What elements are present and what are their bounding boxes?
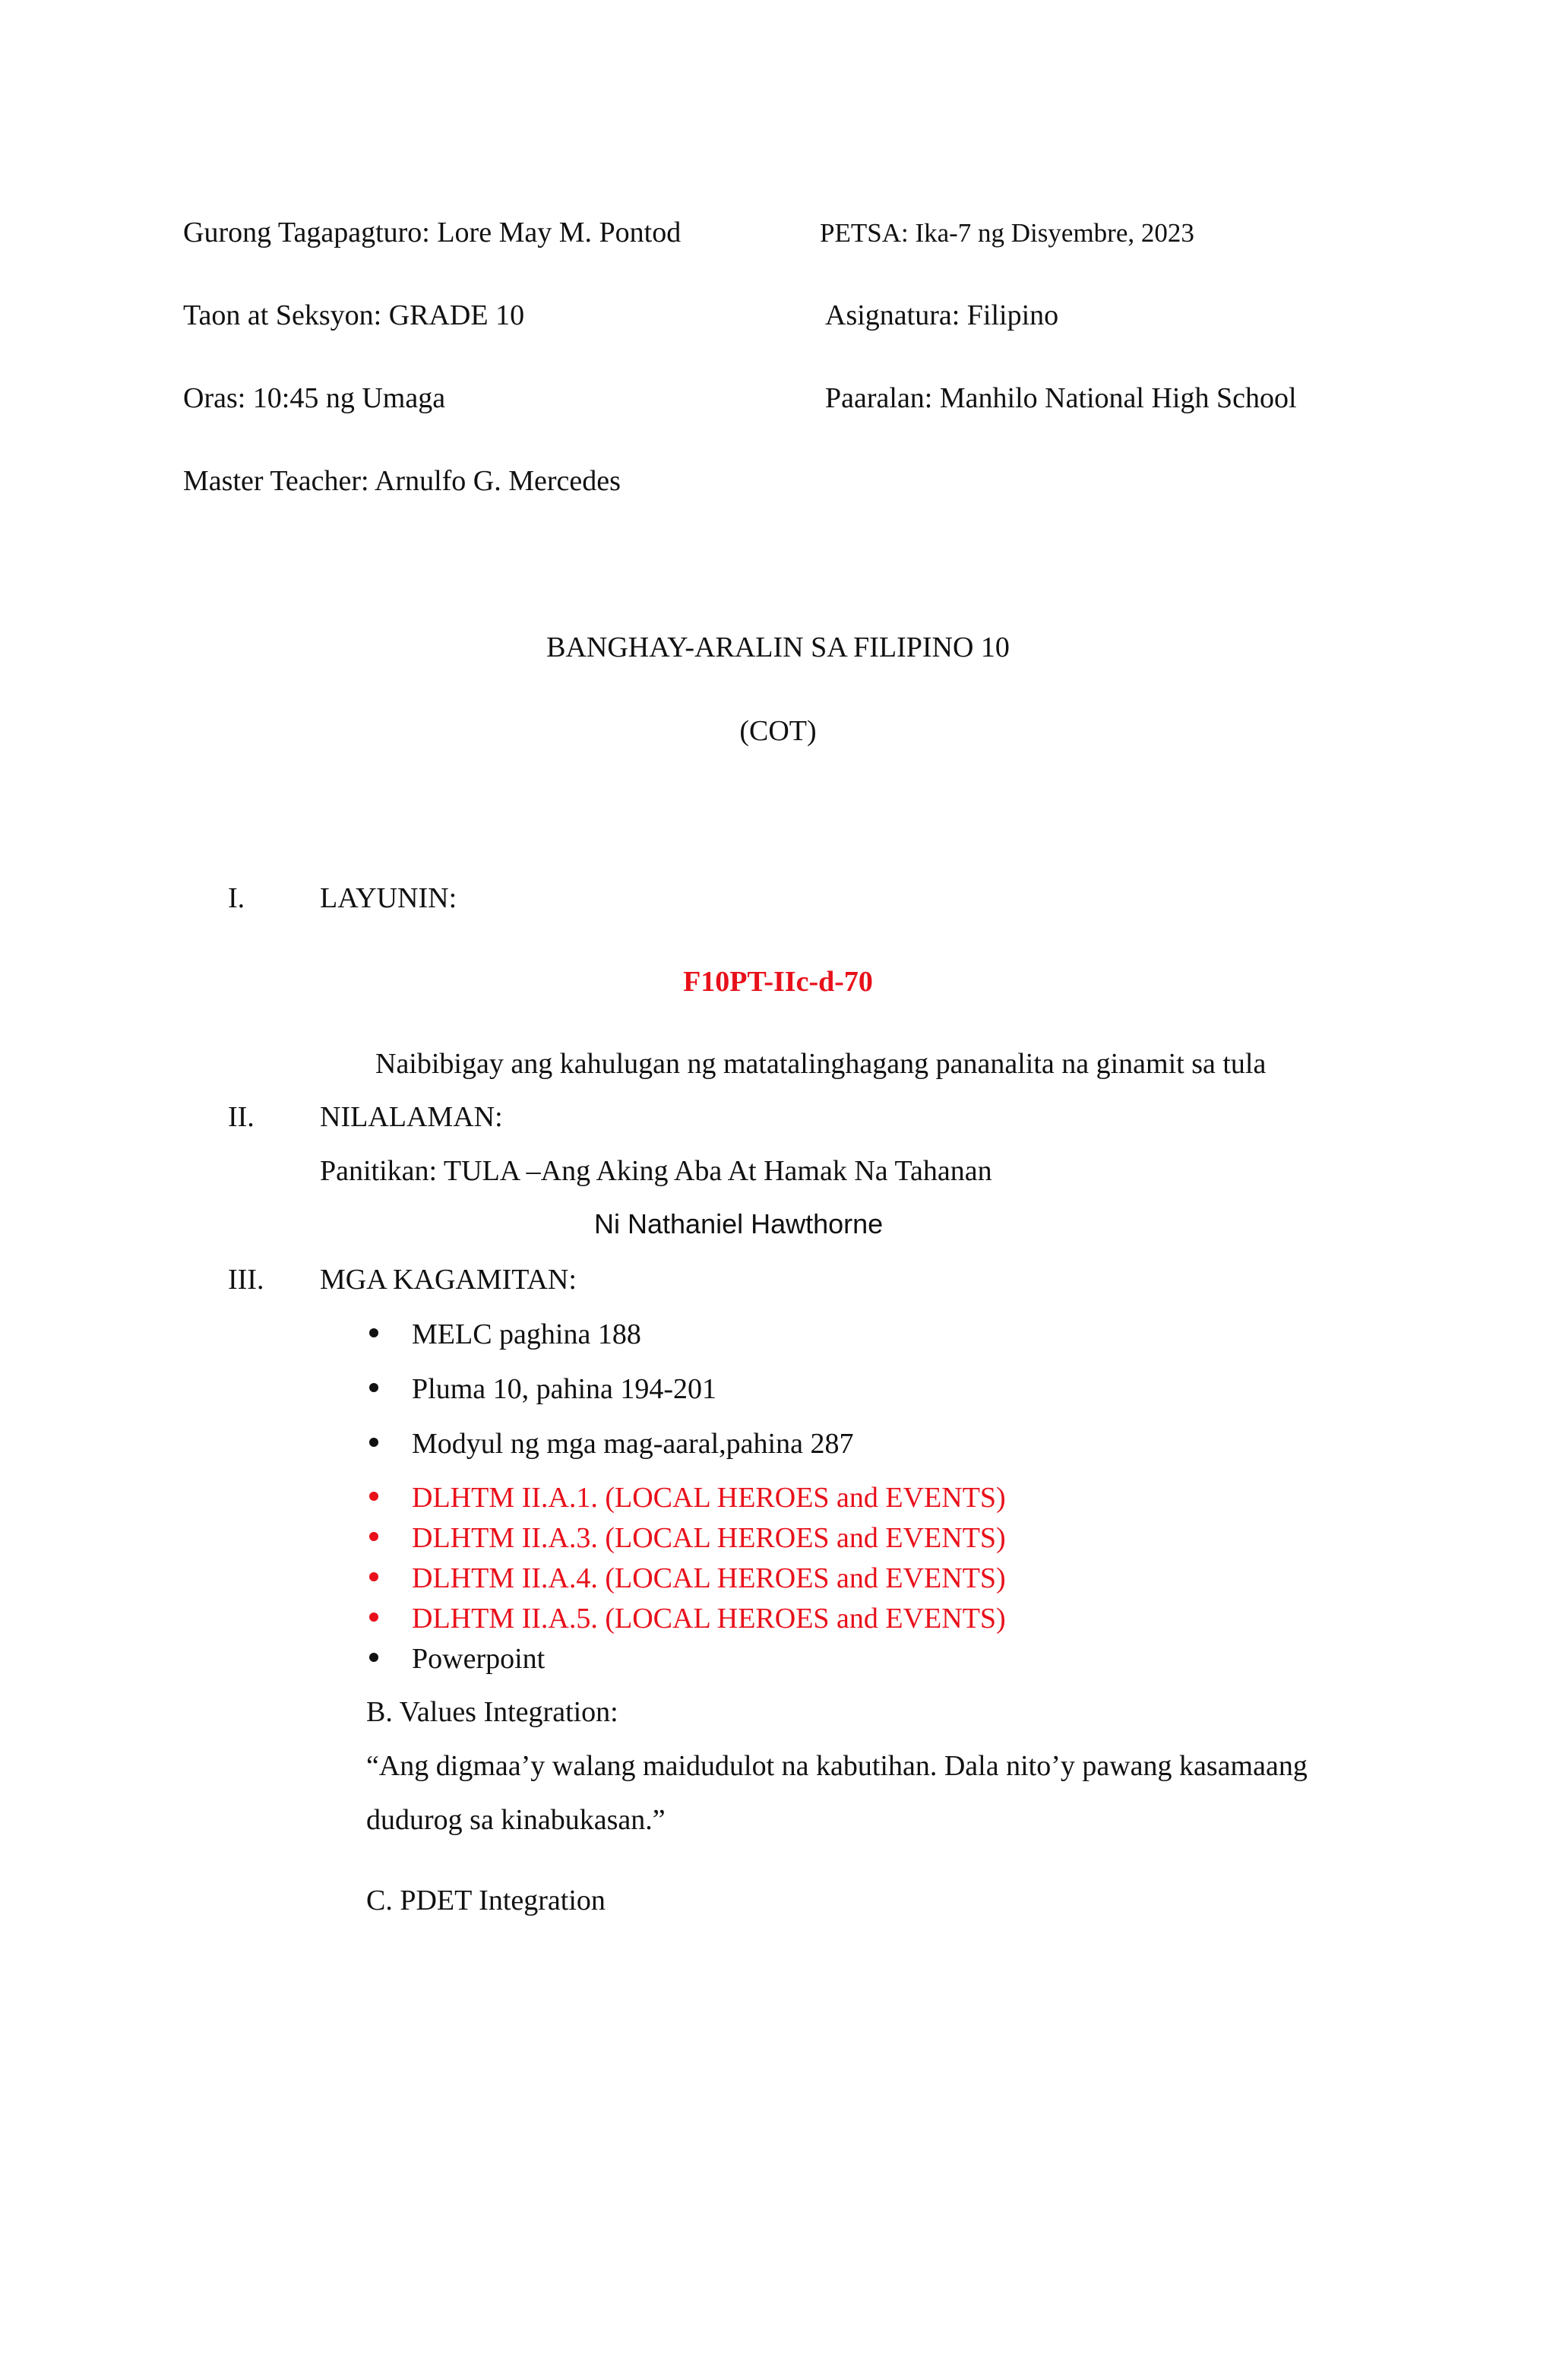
material-item: DLHTM II.A.4. (LOCAL HEROES and EVENTS) [412,1562,1006,1594]
section-3-heading: MGA KAGAMITAN: [320,1264,577,1296]
section-1-number: I. [228,882,245,914]
page-title: BANGHAY-ARALIN SA FILIPINO 10 [546,631,1010,663]
school-label: Paaralan: Manhilo National High School [825,382,1297,414]
master-teacher-label: Master Teacher: Arnulfo G. Mercedes [183,465,621,497]
material-item: MELC paghina 188 [412,1318,641,1350]
teacher-label: Gurong Tagapagturo: Lore May M. Pontod [183,217,682,248]
objective-text: Naibibigay ang kahulugan ng matatalinghagang pananalita na ginamit sa tula [375,1048,1267,1080]
pdet-heading: C. PDET Integration [366,1885,606,1916]
bullet-icon [369,1613,378,1622]
page-subtitle: (COT) [739,715,817,747]
material-item: DLHTM II.A.1. (LOCAL HEROES and EVENTS) [412,1482,1006,1514]
bullet-icon [369,1328,378,1337]
bullet-icon [369,1532,378,1541]
section-1-heading: LAYUNIN: [320,882,457,914]
bullet-icon [369,1653,378,1662]
section-2-heading: NILALAMAN: [320,1101,503,1133]
bullet-icon [369,1438,378,1447]
author-line: Ni Nathaniel Hawthorne [594,1208,884,1239]
date-label: PETSA: Ika-7 ng Disyembre, 2023 [820,218,1194,248]
values-heading: B. Values Integration: [366,1696,618,1728]
material-item: Modyul ng mga mag-aaral,pahina 287 [412,1428,854,1460]
section-2-number: II. [228,1101,255,1133]
material-item: Powerpoint [412,1643,546,1675]
subject-label: Asignatura: Filipino [825,299,1059,331]
grade-section-label: Taon at Seksyon: GRADE 10 [183,299,525,331]
material-item: DLHTM II.A.5. (LOCAL HEROES and EVENTS) [412,1603,1006,1635]
bullet-icon [369,1572,378,1581]
material-item: DLHTM II.A.3. (LOCAL HEROES and EVENTS) [412,1522,1006,1554]
values-quote-line-1: “Ang digmaa’y walang maidudulot na kabutihan. Dala nito’y pawang kasamaang [366,1750,1308,1782]
values-quote-line-2: dudurog sa kinabukasan.” [366,1804,666,1836]
bullet-icon [369,1492,378,1501]
time-label: Oras: 10:45 ng Umaga [183,382,446,414]
literature-title: Panitikan: TULA –Ang Aking Aba At Hamak Na Tahanan [320,1155,992,1187]
material-item: Pluma 10, pahina 194-201 [412,1373,717,1405]
section-3-number: III. [228,1264,264,1296]
competency-code: F10PT-IIc-d-70 [683,966,873,998]
bullet-icon [369,1383,378,1392]
